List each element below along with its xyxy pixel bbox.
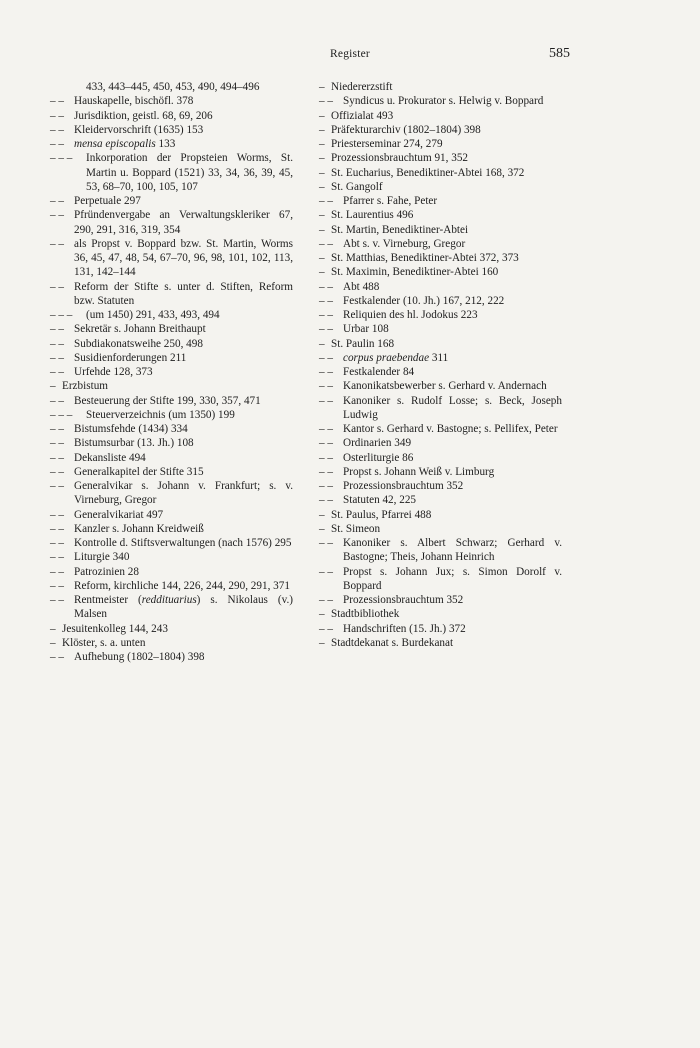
- entry-text: Kanoniker s. Albert Schwarz; Gerhard v. Bastogne; Theis, Johann Heinrich: [343, 537, 562, 564]
- entry-text: Dekansliste 494: [74, 451, 146, 464]
- index-entry: [319, 80, 564, 94]
- entry-text: Urfehde 128, 373: [74, 366, 153, 378]
- index-entry: [50, 379, 295, 393]
- index-entry: [319, 208, 564, 222]
- entry-dashes: –: [319, 522, 325, 535]
- entry-dashes: – –: [319, 380, 333, 393]
- entry-dashes: –: [319, 81, 325, 93]
- entry-dashes: – –: [50, 209, 64, 222]
- index-entry: [50, 365, 295, 379]
- index-entry: [319, 451, 564, 465]
- entry-dashes: – –: [50, 280, 64, 293]
- index-entry: [319, 379, 564, 393]
- entry-dashes: –: [319, 508, 325, 521]
- entry-dashes: –: [319, 636, 325, 649]
- entry-text: Sekretär s. Johann Breithaupt: [74, 323, 206, 336]
- entry-dashes: – –: [50, 337, 64, 350]
- entry-text: Festkalender 84: [343, 366, 415, 378]
- entry-dashes: – –: [50, 138, 64, 150]
- entry-text: Generalkapitel der Stifte 315: [74, 465, 204, 478]
- entry-text: mensa episcopalis 133: [74, 138, 176, 150]
- entry-dashes: – –: [319, 465, 333, 478]
- index-entry: [319, 166, 564, 180]
- entry-text: St. Paulus, Pfarrei 488: [331, 508, 432, 521]
- entry-dashes: – –: [50, 109, 64, 122]
- entry-dashes: – –: [50, 565, 64, 578]
- left-column: [50, 80, 295, 664]
- index-entry: [319, 622, 564, 636]
- index-entry: [319, 251, 564, 265]
- running-title: Register: [330, 48, 370, 60]
- index-entry: [50, 650, 295, 664]
- entry-text: Besteuerung der Stifte 199, 330, 357, 471: [74, 394, 261, 407]
- entry-dashes: – –: [319, 309, 333, 321]
- entry-dashes: – –: [50, 423, 64, 435]
- index-entry: [319, 137, 564, 151]
- index-entry: [50, 579, 295, 593]
- index-entry: [319, 436, 564, 450]
- index-entry: [50, 636, 295, 650]
- index-entry: [50, 137, 295, 151]
- entry-dashes: – –: [50, 537, 64, 549]
- entry-dashes: – –: [319, 451, 333, 464]
- entry-text: Rentmeister (reddituarius) s. Nikolaus (v.) Malsen: [74, 594, 293, 621]
- entry-text: Aufhebung (1802–1804) 398: [74, 651, 205, 663]
- entry-text: Pfründenvergabe an Verwaltungskleriker 67, 290, 291, 316, 319, 354: [74, 209, 293, 236]
- index-entry: [319, 151, 564, 165]
- index-entry: [50, 622, 295, 636]
- index-entry: [319, 465, 564, 479]
- entry-text: Kantor s. Gerhard v. Bastogne; s. Pellifex, Peter: [343, 423, 558, 435]
- index-entry: [50, 536, 295, 550]
- index-entry: [319, 280, 564, 294]
- page-number: 585: [549, 46, 570, 61]
- index-entry: [50, 94, 295, 108]
- index-entry: [50, 408, 295, 422]
- entry-dashes: –: [319, 337, 325, 350]
- entry-text: St. Martin, Benediktiner-Abtei: [331, 223, 469, 236]
- entry-dashes: – –: [319, 294, 333, 307]
- index-entry: [319, 493, 564, 507]
- entry-dashes: – –: [50, 579, 64, 592]
- index-entry: [50, 422, 295, 436]
- entry-text: corpus praebendae 311: [343, 351, 449, 364]
- entry-text: Reform der Stifte s. unter d. Stiften, Reform bzw. Statuten: [74, 280, 293, 307]
- index-entry: [319, 294, 564, 308]
- entry-text: Priesterseminar 274, 279: [331, 138, 443, 150]
- entry-text: Generalvikariat 497: [74, 508, 164, 521]
- index-entry: [319, 351, 564, 365]
- entry-dashes: – – –: [50, 408, 73, 421]
- entry-text: Propst s. Johann Jux; s. Simon Dorolf v. Boppard: [343, 565, 562, 592]
- entry-text: Reform, kirchliche 144, 226, 244, 290, 291, 371: [74, 579, 290, 592]
- entry-dashes: –: [319, 252, 325, 264]
- entry-text: Generalvikar s. Johann v. Frankfurt; s. v. Virneburg, Gregor: [74, 480, 293, 507]
- entry-dashes: – –: [50, 237, 64, 250]
- entry-text: Prozessionsbrauchtum 352: [343, 480, 464, 492]
- entry-dashes: – –: [319, 594, 333, 606]
- entry-text: Stadtbibliothek: [331, 608, 400, 621]
- index-entry: [50, 508, 295, 522]
- entry-dashes: – –: [319, 480, 333, 492]
- entry-dashes: – –: [319, 494, 333, 507]
- index-entry: [319, 194, 564, 208]
- entry-text: St. Maximin, Benediktiner-Abtei 160: [331, 266, 499, 279]
- index-entry: [319, 123, 564, 137]
- entry-dashes: – –: [50, 195, 64, 207]
- entry-dashes: –: [319, 152, 325, 165]
- entry-dashes: –: [319, 608, 325, 621]
- entry-dashes: – –: [50, 123, 64, 136]
- entry-text: Syndicus u. Prokurator s. Helwig v. Boppard: [343, 95, 544, 108]
- index-entry: [50, 308, 295, 322]
- entry-dashes: –: [319, 109, 325, 122]
- entry-dashes: – –: [50, 394, 64, 407]
- entry-text: Statuten 42, 225: [343, 494, 417, 507]
- index-entry: [319, 636, 564, 650]
- index-entry: [319, 337, 564, 351]
- entry-text: Jesuitenkolleg 144, 243: [62, 622, 168, 635]
- index-entry: [50, 280, 295, 309]
- index-entry: [50, 194, 295, 208]
- index-entry: [319, 322, 564, 336]
- entry-text: Erzbistum: [62, 380, 108, 393]
- index-entry: [319, 479, 564, 493]
- index-entry: [319, 180, 564, 194]
- entry-dashes: – –: [319, 622, 333, 635]
- index-entry: [50, 465, 295, 479]
- entry-dashes: – –: [50, 465, 64, 478]
- entry-text: St. Eucharius, Benediktiner-Abtei 168, 372: [331, 166, 525, 179]
- entry-dashes: – –: [50, 594, 64, 606]
- entry-text: Niedererzstift: [331, 81, 393, 93]
- entry-text: Kanoniker s. Rudolf Losse; s. Beck, Joseph Ludwig: [343, 394, 562, 421]
- index-entry: [50, 123, 295, 137]
- index-entry: [319, 536, 564, 565]
- index-entry: [50, 337, 295, 351]
- entry-dashes: – –: [319, 280, 333, 293]
- entry-text: 433, 443–445, 450, 453, 490, 494–496: [86, 81, 260, 93]
- entry-dashes: – –: [319, 366, 333, 378]
- index-entry: [50, 436, 295, 450]
- entry-dashes: –: [50, 380, 56, 393]
- entry-dashes: – –: [319, 237, 333, 250]
- entry-text: Bistumsfehde (1434) 334: [74, 423, 188, 435]
- index-entry: [319, 308, 564, 322]
- running-head: [0, 46, 700, 66]
- entry-dashes: – –: [50, 366, 64, 378]
- entry-text: Kanonikatsbewerber s. Gerhard v. Andernach: [343, 380, 547, 393]
- entry-text: Abt 488: [343, 280, 380, 293]
- entry-text: St. Gangolf: [331, 180, 383, 193]
- index-entry: [319, 223, 564, 237]
- entry-dashes: – –: [319, 195, 333, 207]
- entry-dashes: –: [319, 266, 325, 279]
- entry-text: Patrozinien 28: [74, 565, 139, 578]
- entry-dashes: –: [319, 138, 325, 150]
- index-entry: [50, 451, 295, 465]
- index-entry: [319, 565, 564, 594]
- index-entry: [319, 522, 564, 536]
- index-entry: [319, 593, 564, 607]
- index-entry: [319, 508, 564, 522]
- entry-text: Ordinarien 349: [343, 437, 412, 450]
- entry-dashes: –: [50, 622, 56, 635]
- index-entry: [50, 479, 295, 508]
- entry-text: Klöster, s. a. unten: [62, 636, 146, 649]
- index-entry: [319, 394, 564, 423]
- index-entry: [50, 565, 295, 579]
- entry-text: Festkalender (10. Jh.) 167, 212, 222: [343, 294, 505, 307]
- entry-dashes: – –: [50, 522, 64, 535]
- entry-text: Prozessionsbrauchtum 352: [343, 594, 464, 606]
- index-entry: [319, 607, 564, 621]
- entry-text: Susidienforderungen 211: [74, 351, 187, 364]
- entry-dashes: – –: [319, 351, 333, 364]
- entry-dashes: –: [319, 166, 325, 179]
- entry-text: Präfekturarchiv (1802–1804) 398: [331, 123, 481, 136]
- entry-text: Kontrolle d. Stiftsverwaltungen (nach 1576) 295: [74, 537, 292, 549]
- entry-dashes: – –: [50, 508, 64, 521]
- entry-text: Liturgie 340: [74, 551, 130, 564]
- entry-text: St. Simeon: [331, 522, 381, 535]
- index-entry: [319, 237, 564, 251]
- entry-dashes: – –: [319, 565, 333, 578]
- entry-dashes: – –: [319, 323, 333, 336]
- index-entry: [50, 151, 295, 194]
- entry-dashes: –: [319, 180, 325, 193]
- entry-dashes: – –: [50, 95, 64, 108]
- entry-text: Subdiakonatsweihe 250, 498: [74, 337, 203, 350]
- index-entry: [50, 322, 295, 336]
- index-entry: [50, 109, 295, 123]
- entry-text: Stadtdekanat s. Burdekanat: [331, 636, 454, 649]
- index-entry: [319, 94, 564, 108]
- entry-dashes: – –: [50, 451, 64, 464]
- entry-dashes: –: [50, 636, 56, 649]
- entry-text: Osterliturgie 86: [343, 451, 414, 464]
- entry-text: St. Paulin 168: [331, 337, 395, 350]
- entry-dashes: –: [319, 123, 325, 136]
- entry-dashes: – –: [319, 423, 333, 435]
- entry-text: (um 1450) 291, 433, 493, 494: [86, 309, 220, 321]
- entry-dashes: – –: [50, 437, 64, 450]
- entry-text: als Propst v. Boppard bzw. St. Martin, Worms 36, 45, 47, 48, 54, 67–70, 96, 98, 101, 102, 113, 131, 142–144: [74, 237, 293, 279]
- entry-dashes: – –: [50, 480, 64, 492]
- index-entry: [50, 351, 295, 365]
- right-column: [319, 80, 564, 650]
- entry-dashes: – –: [319, 95, 333, 108]
- entry-text: Handschriften (15. Jh.) 372: [343, 622, 466, 635]
- index-entry: [50, 522, 295, 536]
- entry-dashes: – –: [319, 537, 333, 549]
- entry-text: Urbar 108: [343, 323, 389, 336]
- entry-dashes: – –: [50, 351, 64, 364]
- entry-text: Reliquien des hl. Jodokus 223: [343, 309, 478, 321]
- entry-text: Steuerverzeichnis (um 1350) 199: [86, 408, 235, 421]
- entry-text: Perpetuale 297: [74, 195, 141, 207]
- entry-text: Prozessionsbrauchtum 91, 352: [331, 152, 469, 165]
- entry-dashes: – – –: [50, 152, 73, 165]
- entry-text: Kanzler s. Johann Kreidweiß: [74, 522, 204, 535]
- index-entry: [319, 265, 564, 279]
- entry-dashes: – – –: [50, 309, 73, 321]
- entry-text: St. Laurentius 496: [331, 209, 414, 222]
- index-entry: [50, 593, 295, 622]
- index-entry: [50, 80, 295, 94]
- entry-dashes: –: [319, 209, 325, 222]
- index-entry: [50, 550, 295, 564]
- entry-text: Offizialat 493: [331, 109, 394, 122]
- index-entry: [319, 109, 564, 123]
- entry-dashes: – –: [50, 651, 64, 663]
- index-entry: [50, 237, 295, 280]
- index-entry: [50, 394, 295, 408]
- entry-text: Jurisdiktion, geistl. 68, 69, 206: [74, 109, 213, 122]
- index-entry: [319, 365, 564, 379]
- entry-text: Hauskapelle, bischöfl. 378: [74, 95, 194, 108]
- entry-text: Pfarrer s. Fahe, Peter: [343, 195, 438, 207]
- index-entry: [319, 422, 564, 436]
- entry-dashes: – –: [50, 323, 64, 336]
- index-entry: [50, 208, 295, 237]
- entry-dashes: –: [319, 223, 325, 236]
- entry-text: Kleidervorschrift (1635) 153: [74, 123, 204, 136]
- entry-text: Propst s. Johann Weiß v. Limburg: [343, 465, 495, 478]
- entry-text: St. Matthias, Benediktiner-Abtei 372, 373: [331, 252, 519, 264]
- entry-text: Abt s. v. Virneburg, Gregor: [343, 237, 466, 250]
- entry-text: Bistumsurbar (13. Jh.) 108: [74, 437, 194, 450]
- entry-text: Inkorporation der Propsteien Worms, St. Martin u. Boppard (1521) 33, 34, 36, 39, 45, 53, 68–70, 100, 105, 107: [86, 152, 293, 193]
- entry-dashes: – –: [50, 551, 64, 564]
- entry-dashes: – –: [319, 394, 333, 407]
- entry-dashes: – –: [319, 437, 333, 450]
